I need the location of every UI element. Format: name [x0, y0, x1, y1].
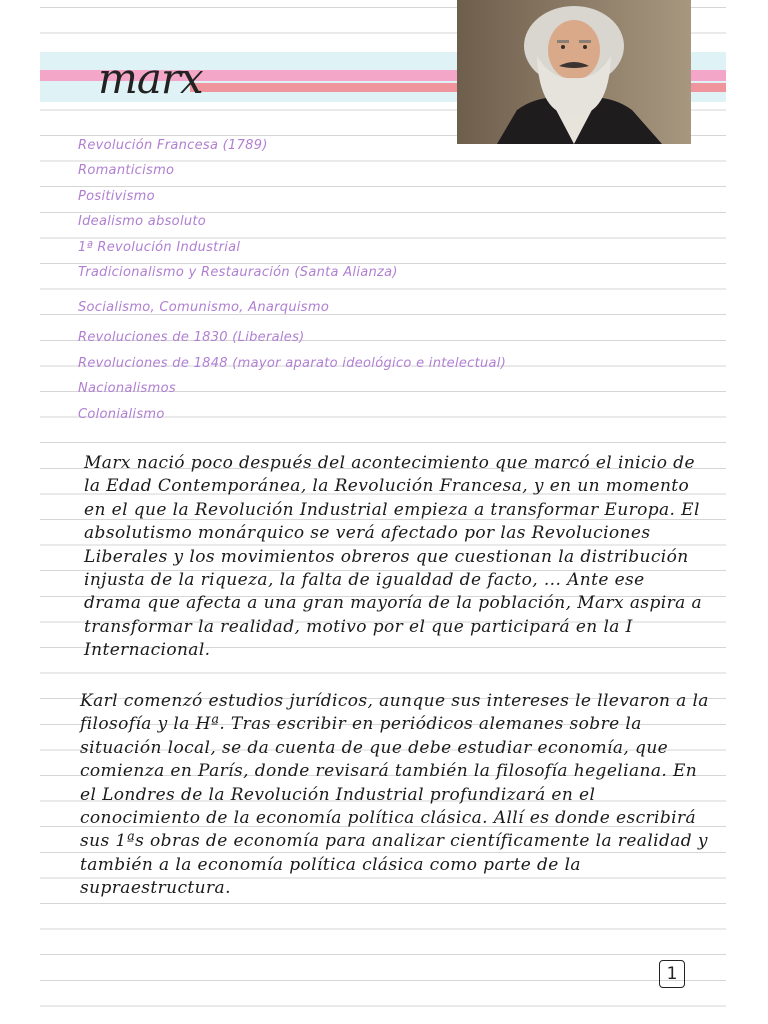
topic-item: Positivismo	[78, 189, 155, 204]
page-title: marx	[98, 54, 203, 103]
paragraph-biography-context: Marx nació poco después del acontecimiento que marcó el inicio de la Edad Contemporánea, la Revolución Francesa, y en un momento en el que la Revolución Industrial empieza a transformar Europa. El absolutismo monárquico se verá afectado por las Revoluciones Liberales y los movimientos obreros que cuestionan la distribución injusta de la riqueza, la falta de igualdad de facto, ... Ante ese drama que afecta a una gran mayoría de la población, Marx aspira a transformar la realidad, motivo por el que participará en la I Internacional.	[84, 453, 703, 661]
topic-item: Idealismo absoluto	[78, 214, 207, 229]
topic-item: Revoluciones de 1848 (mayor aparato ideológico e intelectual)	[78, 356, 507, 371]
portrait-illustration	[457, 0, 691, 144]
topic-item: Romanticismo	[78, 163, 175, 178]
topic-item: 1ª Revolución Industrial	[78, 240, 241, 255]
page-number: 1	[659, 960, 685, 988]
topic-item: Revolución Francesa (1789)	[78, 138, 268, 153]
marx-portrait	[457, 0, 691, 144]
paragraph-biography-studies: Karl comenzó estudios jurídicos, aunque sus intereses le llevaron a la filosofía y la Hª. Tras escribir en periódicos alemanes sobre la situación local, se da cuenta de que debe estudiar economía, que comienza en París, donde revisará también la filosofía hegeliana. En el Londres de la Revolución Industrial profundizará en el conocimiento de la economía política clásica. Allí es donde escribirá sus 1ªs obras de economía para analizar científicamente la realidad y también a la economía política clásica como parte de la supraestructura.	[80, 691, 709, 899]
topic-item: Tradicionalismo y Restauración (Santa Alianza)	[78, 265, 398, 280]
topic-item: Socialismo, Comunismo, Anarquismo	[78, 300, 330, 315]
topic-item: Colonialismo	[78, 407, 165, 422]
topic-item: Nacionalismos	[78, 381, 176, 396]
topic-item: Revoluciones de 1830 (Liberales)	[78, 330, 305, 345]
